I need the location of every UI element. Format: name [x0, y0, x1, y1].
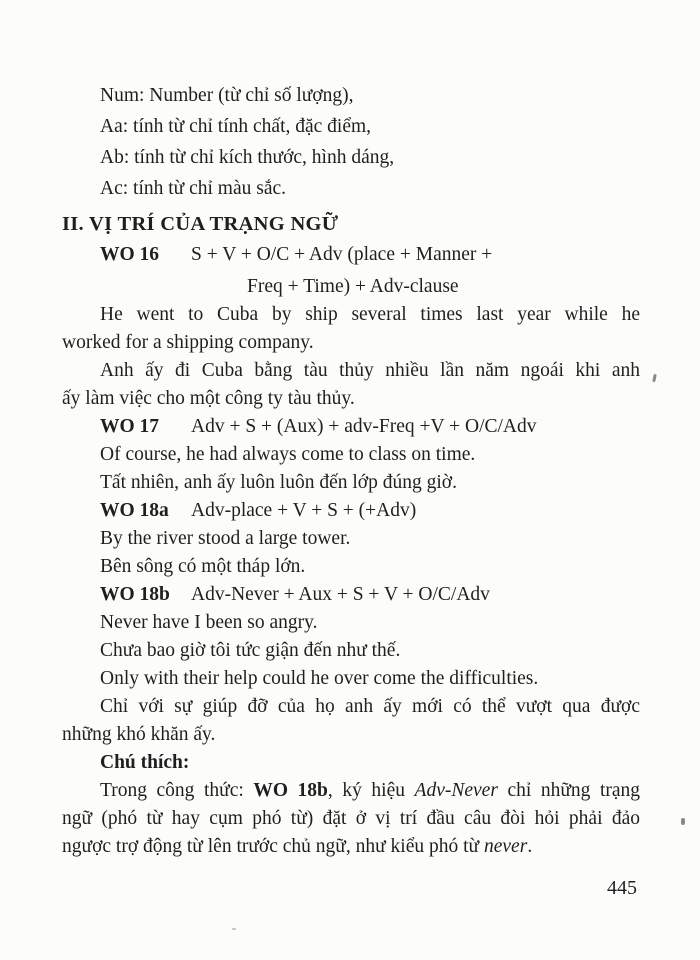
wo18b-formula-line [62, 581, 640, 609]
note-line1-italic-advnever: Adv-Never [414, 780, 498, 801]
note-heading: Chú thích: [100, 752, 190, 773]
scan-artifact [232, 928, 236, 930]
definition-line-num: Num: Number (từ chỉ số lượng), [100, 85, 354, 106]
definition-line-ab: Ab: tính từ chỉ kích thước, hình dáng, [100, 147, 395, 168]
wo17-formula-line [62, 413, 640, 441]
example17-vi: Tất nhiên, anh ấy luôn luôn đến lớp đúng giờ. [100, 472, 457, 493]
example17-en: Of course, he had always come to class on time. [100, 444, 476, 465]
wo18a-formula: Adv-place + V + S + (+Adv) [191, 500, 417, 521]
page-content [62, 80, 640, 861]
note-line3-text: ngược trợ động từ lên trước chủ ngữ, như kiểu phó từ [62, 836, 484, 857]
section-heading: II. VỊ TRÍ CỦA TRẠNG NGỮ [62, 213, 339, 235]
note-line1-bold-wo18b: WO 18b [253, 780, 328, 801]
wo17-formula: Adv + S + (Aux) + adv-Freq +V + O/C/Adv [191, 416, 537, 437]
definition-line-aa: Aa: tính từ chỉ tính chất, đặc điểm, [100, 116, 372, 137]
page-number: 445 [607, 877, 637, 899]
example16-en-line2: worked for a shipping company. [62, 332, 314, 353]
example18b-vi2-line1: Chỉ với sự giúp đỡ của họ anh ấy mới có thể vượt qua được [100, 696, 640, 717]
wo18a-label: WO 18a [100, 500, 169, 521]
scan-artifact [681, 818, 685, 825]
scan-artifact [652, 374, 657, 382]
note-line3 [62, 833, 640, 861]
example18a-vi: Bên sông có một tháp lớn. [100, 556, 306, 577]
example18b-vi: Chưa bao giờ tôi tức giận đến như thế. [100, 640, 401, 661]
wo18a-formula-line [62, 497, 640, 525]
wo16-formula-line [62, 241, 640, 269]
note-line1-text: Trong công thức: [100, 780, 254, 801]
example16-vi-line2: ấy làm việc cho một công ty tàu thủy. [62, 388, 355, 409]
wo18b-label: WO 18b [100, 584, 170, 605]
wo17-label: WO 17 [100, 416, 160, 437]
note-line2: ngữ (phó từ hay cụm phó từ) đặt ở vị trí đầu câu đòi hỏi phải đảo [62, 808, 640, 829]
note-line1 [62, 777, 640, 805]
note-line1-text2: , ký hiệu [327, 780, 415, 801]
example18b-en2: Only with their help could he over come the difficulties. [100, 668, 539, 689]
wo18b-formula: Adv-Never + Aux + S + V + O/C/Adv [191, 584, 490, 605]
note-line3-period: . [527, 836, 533, 857]
wo16-formula: S + V + O/C + Adv (place + Manner + [191, 244, 493, 265]
example18b-en: Never have I been so angry. [100, 612, 318, 633]
example16-vi-line1: Anh ấy đi Cuba bằng tàu thủy nhiều lần năm ngoái khi anh [100, 360, 640, 381]
wo16-label: WO 16 [100, 244, 160, 265]
wo16-formula-continuation: Freq + Time) + Adv-clause [247, 276, 459, 297]
note-line3-italic-never: never [484, 836, 528, 857]
definition-line-ac: Ac: tính từ chỉ màu sắc. [100, 178, 287, 199]
example18b-vi2-line2: những khó khăn ấy. [62, 724, 216, 745]
note-line1-text3: chỉ những trạng [497, 780, 641, 801]
example18a-en: By the river stood a large tower. [100, 528, 351, 549]
example16-en-line1: He went to Cuba by ship several times last year while he [100, 304, 640, 325]
